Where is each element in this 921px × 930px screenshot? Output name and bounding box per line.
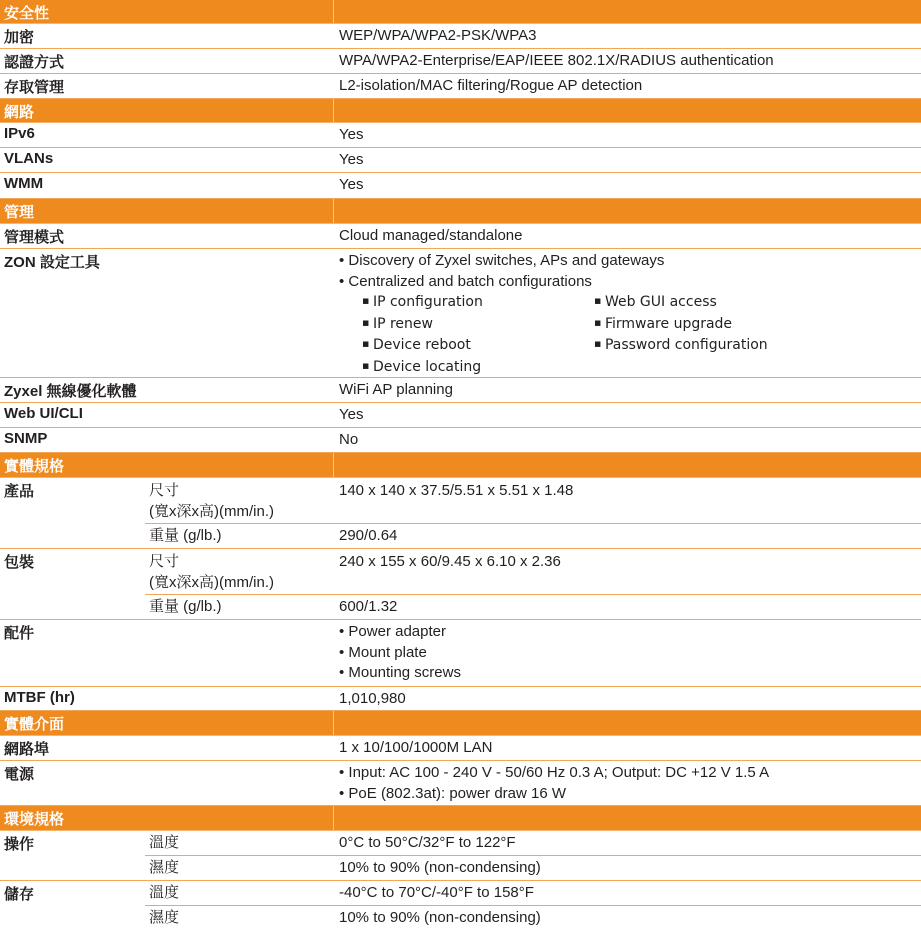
sub-label: 重量 (g/lb.) (149, 598, 222, 615)
list-item: • PoE (802.3at): power draw 16 W (339, 784, 769, 805)
spec-value: No (339, 431, 359, 448)
sub-row-product-dim (145, 478, 921, 524)
spec-label: 存取管理 (4, 79, 65, 96)
spec-value: WPA/WPA2-Enterprise/EAP/IEEE 802.1X/RADIUS authentication (339, 52, 774, 69)
section-header-management (0, 199, 921, 224)
spec-label: 儲存 (4, 886, 35, 903)
spec-row-auth (0, 49, 921, 74)
spec-label: IPv6 (4, 125, 35, 142)
section-header-network (0, 99, 921, 123)
list-item: ▪ Web GUI access (594, 291, 768, 313)
spec-value: 240 x 155 x 60/9.45 x 6.10 x 2.36 (339, 553, 561, 570)
spec-label: MTBF (hr) (4, 689, 75, 706)
list-item: • Input: AC 100 - 240 V - 50/60 Hz 0.3 A; Output: DC +12 V 1.5 A (339, 763, 769, 784)
spec-row-mgmt-mode (0, 224, 921, 249)
spec-label: 認證方式 (4, 54, 65, 71)
list-item: • Mount plate (339, 643, 461, 664)
list-item: ▪ Device reboot (362, 334, 483, 356)
spec-label: 包裝 (4, 554, 35, 571)
spec-value: Yes (339, 406, 364, 423)
sub-label: 尺寸 (149, 482, 180, 499)
zon-sub-list-right (594, 291, 768, 356)
sub-row-storage-temp (145, 881, 921, 906)
spec-label: ZON 設定工具 (4, 254, 100, 271)
spec-row-vlans (0, 148, 921, 173)
spec-label: 配件 (4, 625, 35, 642)
spec-row-storage (0, 881, 921, 930)
sub-label: 濕度 (149, 909, 180, 926)
zon-bullet-list (339, 251, 664, 292)
list-item: ▪ Device locating (362, 356, 483, 378)
spec-value: Yes (339, 126, 364, 143)
list-item: • Power adapter (339, 622, 461, 643)
list-item: ▪ Password configuration (594, 334, 768, 356)
spec-label: 產品 (4, 483, 35, 500)
zon-sub-list-left (362, 291, 483, 377)
section-title: 實體規格 (4, 458, 65, 475)
spec-value: 10% to 90% (non-condensing) (339, 909, 541, 926)
spec-value: L2-isolation/MAC filtering/Rogue AP detection (339, 77, 643, 94)
spec-label: 網路埠 (4, 741, 50, 758)
sub-label: 尺寸 (149, 553, 180, 570)
sub-label: 重量 (g/lb.) (149, 527, 222, 544)
list-item: • Discovery of Zyxel switches, APs and gateways (339, 251, 664, 272)
spec-label: Web UI/CLI (4, 405, 83, 422)
section-title: 安全性 (4, 5, 50, 22)
spec-label: 電源 (4, 766, 35, 783)
power-list (339, 763, 769, 804)
spec-row-package (0, 549, 921, 620)
spec-row-wmm (0, 173, 921, 199)
spec-label: Zyxel 無線優化軟體 (4, 383, 137, 400)
sub-label: 濕度 (149, 859, 180, 876)
spec-label: SNMP (4, 430, 48, 447)
spec-value: Cloud managed/standalone (339, 227, 523, 244)
spec-value: WEP/WPA/WPA2-PSK/WPA3 (339, 27, 537, 44)
spec-row-ipv6 (0, 123, 921, 148)
spec-row-port (0, 736, 921, 761)
section-header-security (0, 0, 921, 24)
spec-value: -40°C to 70°C/-40°F to 158°F (339, 884, 534, 901)
spec-value: 1,010,980 (339, 690, 406, 707)
spec-row-webui (0, 403, 921, 428)
spec-row-operating (0, 831, 921, 881)
section-header-environment (0, 806, 921, 831)
list-item: • Mounting screws (339, 663, 461, 684)
spec-row-wifi-opt (0, 378, 921, 403)
spec-row-zon (0, 249, 921, 378)
spec-value: 1 x 10/100/1000M LAN (339, 739, 493, 756)
section-title: 實體介面 (4, 716, 65, 733)
spec-row-product (0, 478, 921, 549)
spec-value: 600/1.32 (339, 598, 398, 615)
section-title: 網路 (4, 104, 35, 121)
sub-label: 溫度 (149, 834, 180, 851)
spec-label: 管理模式 (4, 229, 65, 246)
sub-label: (寬x深x高)(mm/in.) (149, 503, 274, 520)
spec-row-power (0, 761, 921, 806)
spec-label: WMM (4, 175, 44, 192)
sub-label: (寬x深x高)(mm/in.) (149, 574, 274, 591)
list-item: ▪ IP configuration (362, 291, 483, 313)
spec-row-accessories (0, 620, 921, 687)
spec-row-access (0, 74, 921, 99)
list-item: ▪ Firmware upgrade (594, 313, 768, 335)
spec-value: 290/0.64 (339, 527, 398, 544)
spec-row-encryption (0, 24, 921, 49)
spec-label: VLANs (4, 150, 54, 167)
spec-value: 10% to 90% (non-condensing) (339, 859, 541, 876)
spec-value: 0°C to 50°C/32°F to 122°F (339, 834, 516, 851)
spec-value: 140 x 140 x 37.5/5.51 x 5.51 x 1.48 (339, 482, 574, 499)
section-header-interface (0, 711, 921, 736)
spec-row-snmp (0, 428, 921, 453)
spec-value: Yes (339, 151, 364, 168)
spec-row-mtbf (0, 687, 921, 711)
spec-label: 操作 (4, 836, 35, 853)
section-header-physical (0, 453, 921, 478)
section-title: 環境規格 (4, 811, 65, 828)
sub-label: 溫度 (149, 884, 180, 901)
list-item: ▪ IP renew (362, 313, 483, 335)
spec-value: Yes (339, 176, 364, 193)
spec-label: 加密 (4, 29, 35, 46)
sub-row-operating-temp (145, 831, 921, 856)
accessories-list (339, 622, 461, 684)
spec-value: WiFi AP planning (339, 381, 453, 398)
section-title: 管理 (4, 204, 35, 221)
sub-row-package-dim (145, 549, 921, 595)
list-item: • Centralized and batch configurations (339, 272, 664, 293)
